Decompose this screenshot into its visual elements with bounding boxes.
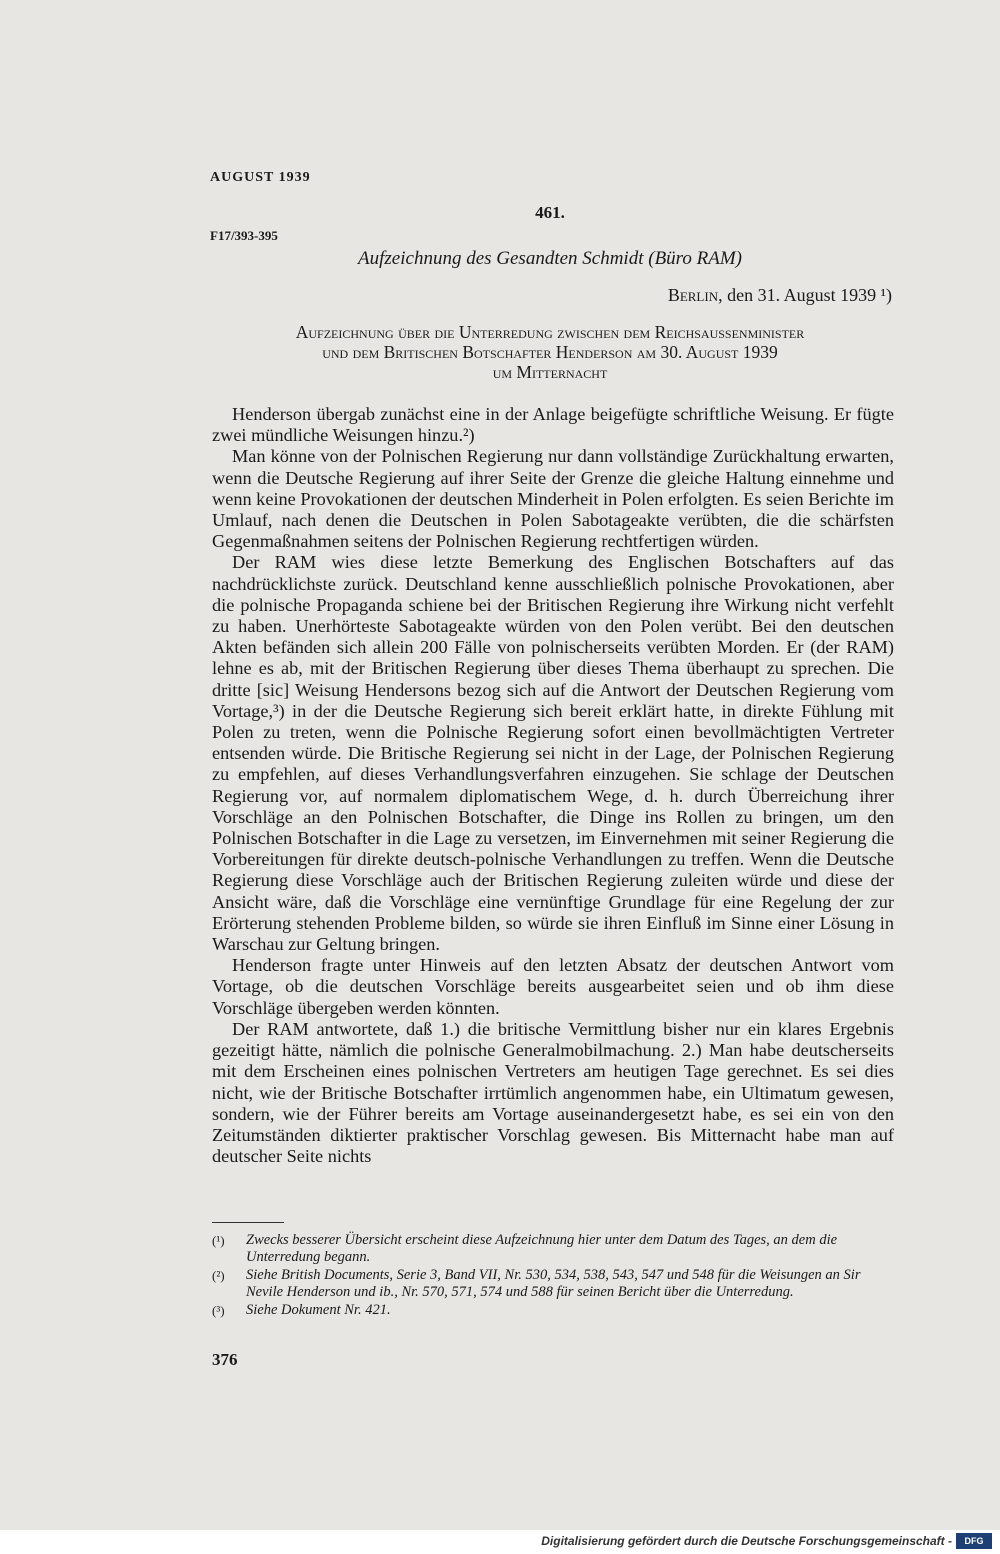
dateline-date: den 31. August 1939 — [722, 285, 877, 305]
subject-line: Aufzeichnung über die Unterredung zwischen dem Reichsaussenminister — [295, 322, 805, 342]
footnote-text: Siehe Dokument Nr. 421. — [246, 1302, 391, 1318]
document-heading: Aufzeichnung des Gesandten Schmidt (Büro RAM) — [358, 248, 742, 269]
footnote-text: Siehe British Documents, Serie 3, Band VII, Nr. 530, 534, 538, 543, 547 und 548 für die Weisungen an Sir Nevile Henderson und ib., Nr. 570, 571, 574 und 588 für seinen Bericht über die Unterredung. — [246, 1267, 861, 1300]
footnotes — [212, 1232, 894, 1320]
running-head: AUGUST 1939 — [210, 170, 311, 185]
footnote-mark: (¹) — [212, 1233, 225, 1248]
paragraph: Henderson übergab zunächst eine in der Anlage beigefügte schriftliche Weisung. Er fügte zwei mündliche Weisungen hinzu.²) — [212, 404, 894, 446]
dateline — [668, 285, 892, 306]
footnote-mark: (²) — [212, 1268, 225, 1283]
page-number: 376 — [212, 1350, 238, 1369]
document-number: 461. — [535, 203, 565, 222]
footnote-mark: (³) — [212, 1303, 225, 1318]
subject-line: um Mitternacht — [492, 362, 608, 382]
body-text — [212, 404, 894, 1167]
file-reference: F17/393-395 — [210, 228, 278, 243]
paragraph: Man könne von der Polnischen Regierung nur dann vollständige Zurückhaltung erwarten, wenn die Deutsche Regierung auf ihrer Seite der Grenze die gleiche Haltung einnehme und wenn keine Provokationen der deutschen Minderheit in Polen erfolgten. Es seien Berichte im Umlauf, nach denen die Deutschen in Polen Sabotageakte verübten, die die schärfsten Gegenmaßnahmen seitens der Polnischen Regierung rechtfertigen würden. — [212, 446, 894, 552]
footnote — [212, 1267, 894, 1301]
paragraph: Der RAM antwortete, daß 1.) die britische Vermittlung bisher nur ein klares Ergebnis gezeitigt hätte, nämlich die polnische Generalmobilmachung. 2.) Man habe deutscherseits mit dem Erscheinen eines polnischen Vertreters am heutigen Tage gerechnet. Es sei dies nicht, wie der Britische Botschafter irrtümlich angenommen habe, ein Ultimatum gewesen, sondern, wie der Führer bereits am Vortage auseinandergesetzt habe, es sei ein von den Zeitumständen diktierter praktischer Vorschlag gewesen. Bis Mitternacht habe man auf deutscher Seite nichts — [212, 1018, 894, 1167]
dfg-logo-icon: DFG — [956, 1533, 992, 1549]
footnote-divider — [212, 1222, 284, 1223]
subject-heading — [205, 322, 895, 382]
dateline-place: Berlin, — [667, 285, 723, 305]
paragraph: Der RAM wies diese letzte Bemerkung des Englischen Botschafters auf das nachdrücklichste zurück. Deutschland kenne ausschließlich polnische Provokationen, aber die polnische Propaganda schiene bei der Britischen Regierung ihre Wirkung nicht verfehlt zu haben. Unerhörteste Sabotageakte würden von den Polen verübt. Bei den deutschen Akten befänden sich allein 200 Fälle von polnischerseits verübten Morden. Er (der RAM) lehne es ab, mit der Britischen Regierung über dieses Thema überhaupt zu sprechen. Die dritte [sic] Weisung Hendersons bezog sich auf die Antwort der Deutschen Regierung vom Vortage,³) in der die Deutsche Regierung sich bereit erklärt hatte, in direkte Fühlung mit Polen zu treten, wenn die Polnische Regierung sofort einen bevollmächtigten Vertreter entsenden würde. Die Britische Regierung sei nicht in der Lage, der Polnischen Regierung zu empfehlen, auf dieses Verhandlungsverfahren einzugehen. Sie schlage der Deutschen Regierung vor, auf normalem diplomatischem Wege, d. h. durch Überreichung ihrer Vorschläge an den Polnischen Botschafter, die Dinge ins Rollen zu bringen, um den Polnischen Botschafter in die Lage zu versetzen, im Einvernehmen mit seiner Regierung die Vorbereitungen für direkte deutsch-polnische Verhandlungen zu treffen. Wenn die Deutsche Regierung diese Vorschläge auch der Britischen Regierung zuleiten würde und diese der Ansicht wäre, daß die Vorschläge eine vernünftige Grundlage für eine Regelung der zur Erörterung stehenden Probleme bilden, so würde sie ihren Einfluß im Sinne einer Lösung in Warschau zur Geltung bringen. — [212, 552, 894, 955]
subject-line: und dem Britischen Botschafter Henderson am 30. August 1939 — [322, 342, 778, 362]
footnote — [212, 1232, 894, 1266]
dateline-footnote-ref: ¹) — [880, 285, 892, 305]
paragraph: Henderson fragte unter Hinweis auf den letzten Absatz der deutschen Antwort vom Vortage, ob die deutschen Vorschläge bereits ausgearbeitet seien und ob ihm diese Vorschläge übergeben werden könnten. — [212, 955, 894, 1018]
digitization-credit: Digitalisierung gefördert durch die Deutsche Forschungsgemeinschaft - — [541, 1534, 952, 1548]
footnote-text: Zwecks besserer Übersicht erscheint diese Aufzeichnung hier unter dem Datum des Tages, an dem die Unterredung begann. — [246, 1232, 838, 1265]
footnote — [212, 1302, 894, 1319]
